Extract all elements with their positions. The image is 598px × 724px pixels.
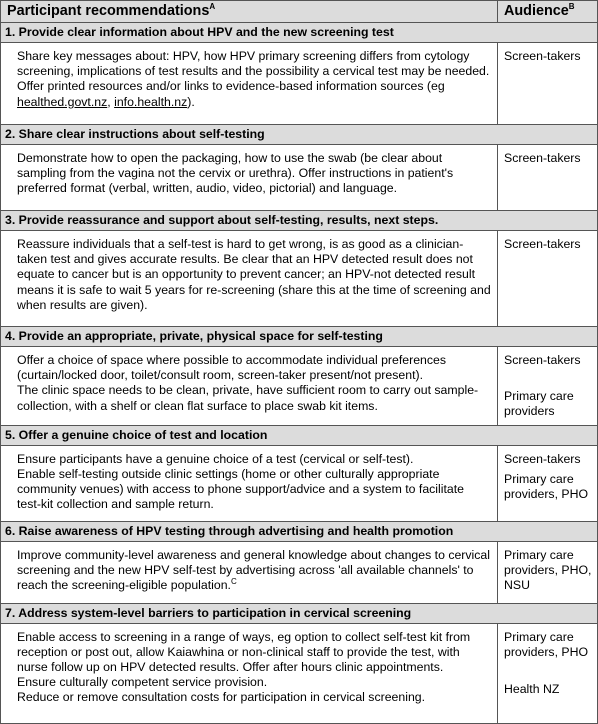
recommendation-text xyxy=(1,541,498,603)
audience-item: Health NZ xyxy=(504,682,560,697)
audience-item: Primary care providers, PHO, NSU xyxy=(504,547,592,593)
section-title: 5. Offer a genuine choice of test and location xyxy=(1,425,598,445)
audience-item: Primary care providers xyxy=(504,389,574,419)
section-title-row xyxy=(1,211,598,231)
section-title-row xyxy=(1,23,598,43)
audience-cell xyxy=(498,541,598,603)
section-title: 6. Raise awareness of HPV testing through advertising and health promotion xyxy=(1,521,598,541)
audience-item: Screen-takers xyxy=(504,151,581,165)
link-info-health[interactable]: info.health.nz xyxy=(114,94,188,109)
footnote-marker-c: C xyxy=(230,576,237,586)
section-title: 3. Provide reassurance and support about self-testing, results, next steps. xyxy=(1,211,598,231)
recommendation-paragraph: Enable self-testing outside clinic settings (home or other culturally appropriate community venues) with access to phone support/advice and a system to facilitate test-kit collection and sample return. xyxy=(17,466,465,512)
audience-item: Primary care providers, PHO xyxy=(504,471,589,502)
footnote-marker-a: A xyxy=(209,2,216,12)
audience-item: Primary care providers, PHO xyxy=(504,629,589,659)
section-title-row xyxy=(1,327,598,347)
recommendation-paragraph: Ensure culturally competent service provision. xyxy=(17,675,268,690)
section-title-row xyxy=(1,425,598,445)
audience-item: Screen-takers xyxy=(504,451,581,466)
audience-cell xyxy=(498,231,598,327)
recommendation-paragraph: Reduce or remove consultation costs for participation in cervical screening. xyxy=(17,690,426,705)
section-title: 2. Share clear instructions about self-testing xyxy=(1,125,598,145)
audience-item: Screen-takers xyxy=(504,353,581,367)
table-header-row xyxy=(1,1,598,23)
recommendation-text xyxy=(1,623,498,723)
section-title: 7. Address system-level barriers to participation in cervical screening xyxy=(1,603,598,623)
recommendation-paragraph: Ensure participants have a genuine choice of a test (cervical or self-test). xyxy=(17,451,414,466)
recommendation-paragraph: Improve community-level awareness and general knowledge about changes to cervical screening and the new HPV self-test by advertising across 'all available channels' to reach the screening-eligible population. xyxy=(17,547,491,593)
header-audience xyxy=(498,1,598,23)
section-title-row xyxy=(1,521,598,541)
recommendation-text-part: ). xyxy=(187,94,195,109)
section-title: 4. Provide an appropriate, private, physical space for self-testing xyxy=(1,327,598,347)
recommendation-paragraph: Offer a choice of space where possible to accommodate individual preferences (curtain/locked door, toilet/consult room, screen-taker present/not present). xyxy=(17,353,447,383)
recommendation-paragraph: The clinic space needs to be clean, private, have sufficient room to carry out sample-collection, with a shelf or clean flat surface to place swab kit items. xyxy=(17,383,479,413)
section-row xyxy=(1,231,598,327)
section-title-row xyxy=(1,125,598,145)
header-audience-label: Audience xyxy=(504,3,569,19)
header-recommendations xyxy=(1,1,498,23)
recommendation-text-part: , xyxy=(107,94,115,109)
audience-item: Screen-takers xyxy=(504,237,581,251)
footnote-marker-b: B xyxy=(568,2,575,12)
recommendation-text-part: Share key messages about: HPV, how HPV primary screening differs from cytology screening, implications of test results and the possibility a cervical test may be needed. Offer printed resources and/or links to evidence-based information sources (eg xyxy=(17,49,490,94)
recommendation-text: Reassure individuals that a self-test is hard to get wrong, is as good as a clinician-taken test and gives accurate results. Be clear that an HPV detected result does not equate to cancer but is an opportunity to prevent cancer; an HPV-not detected result means it is safe to wait 5 years for re-screening (share this at the time of screening and when results are given). xyxy=(1,231,498,327)
recommendation-text: Demonstrate how to open the packaging, how to use the swab (be clear about sampling from the vagina not the cervix or urethra). Offer instructions in patient's preferred format (verbal, written, audio, video, pictorial) and language. xyxy=(1,145,498,211)
recommendation-text xyxy=(1,445,498,521)
header-recommendations-label: Participant recommendations xyxy=(7,3,210,19)
audience-item: Screen-takers xyxy=(504,49,581,63)
section-row xyxy=(1,623,598,723)
audience-cell xyxy=(498,43,598,125)
section-row xyxy=(1,145,598,211)
audience-cell xyxy=(498,445,598,521)
section-row xyxy=(1,347,598,426)
audience-cell xyxy=(498,145,598,211)
section-row xyxy=(1,445,598,521)
section-row xyxy=(1,541,598,603)
section-row xyxy=(1,43,598,125)
recommendation-text xyxy=(1,347,498,426)
link-healthed[interactable]: healthed.govt.nz xyxy=(17,94,108,109)
audience-cell xyxy=(498,623,598,723)
section-title-row xyxy=(1,603,598,623)
recommendation-text xyxy=(1,43,498,125)
section-title: 1. Provide clear information about HPV and the new screening test xyxy=(1,23,598,43)
recommendation-paragraph: Enable access to screening in a range of ways, eg option to collect self-test kit from reception or post out, allow Kaiawhina or non-clinical staff to provide the test, with nurse follow up on HPV detected results. Offer after hours clinic appointments. xyxy=(17,629,471,675)
audience-cell xyxy=(498,347,598,426)
